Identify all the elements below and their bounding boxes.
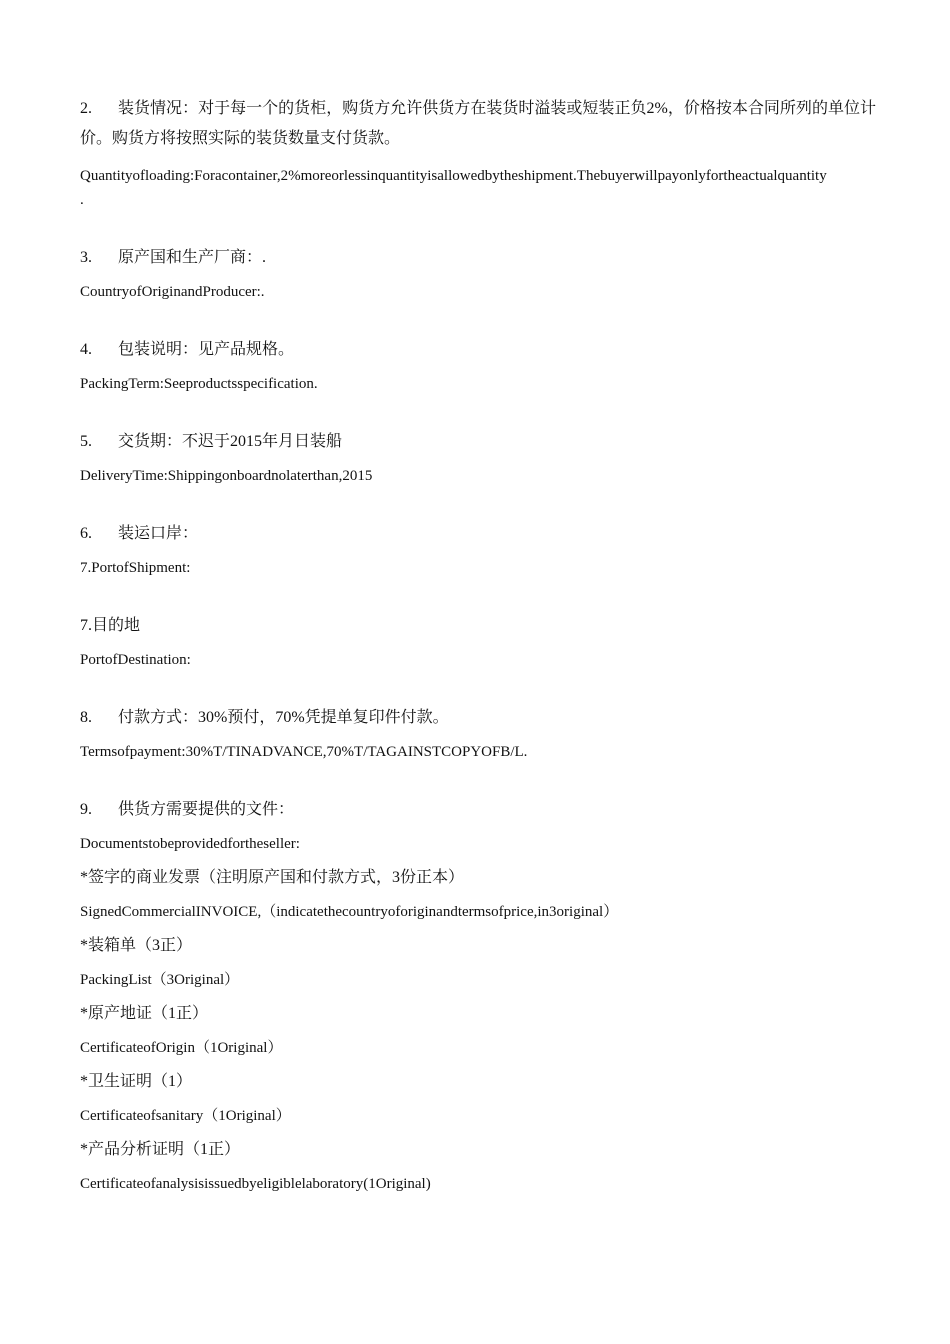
- clause-number: 8.: [80, 709, 92, 726]
- clause-4-zh: 4. 包装说明：见产品规格。: [80, 338, 876, 362]
- clause-7-en: PortofDestination:: [80, 652, 191, 668]
- clause-3-en: CountryofOriginandProducer:.: [80, 284, 265, 300]
- clause-5-zh: 5. 交货期：不迟于2015年月日装船: [80, 430, 876, 454]
- clause-2-en: Quantityofloading:Foracontainer,2%moreorlessinquantityisallowedbytheshipment.Thebuyerwillpayonlyfortheactualquantity: [80, 168, 827, 184]
- clause-6-en: 7.PortofShipment:: [80, 560, 191, 576]
- clause-8-zh: 8. 付款方式：30%预付，70%凭提单复印件付款。: [80, 706, 876, 730]
- doc-packing-list-zh: *装箱单（3正）: [80, 937, 193, 954]
- doc-origin-en: CertificateofOrigin（1Original）: [80, 1040, 283, 1056]
- clause-number: 2.: [80, 100, 92, 117]
- clause-2-en-tail: .: [80, 192, 84, 208]
- doc-origin-zh: *原产地证（1正）: [80, 1005, 209, 1022]
- clause-number: 4.: [80, 341, 92, 358]
- clause-6-zh: 6. 装运口岸：: [80, 522, 876, 546]
- clause-3-zh: 3. 原产国和生产厂商：.: [80, 246, 876, 270]
- clause-5-en: DeliveryTime:Shippingonboardnolaterthan,2015: [80, 468, 373, 484]
- clause-9-en: Documentstobeprovidedfortheseller:: [80, 836, 300, 852]
- clause-8-en: Termsofpayment:30%T/TINADVANCE,70%T/TAGAINSTCOPYOFB/L.: [80, 744, 528, 760]
- doc-invoice-zh: *签字的商业发票（注明原产国和付款方式，3份正本）: [80, 869, 465, 886]
- doc-analysis-en: Certificateofanalysisissuedbyeligiblelaboratory(1Original): [80, 1176, 431, 1192]
- doc-sanitary-zh: *卫生证明（1）: [80, 1073, 193, 1090]
- doc-invoice-en: SignedCommercialINVOICE,（indicatethecountryoforiginandtermsofprice,in3original）: [80, 904, 619, 920]
- doc-packing-list-en: PackingList（3Original）: [80, 972, 240, 988]
- clause-9-zh: 9. 供货方需要提供的文件：: [80, 798, 876, 822]
- doc-analysis-zh: *产品分析证明（1正）: [80, 1141, 241, 1158]
- clause-number: 5.: [80, 433, 92, 450]
- clause-number: 9.: [80, 801, 92, 818]
- clause-7-zh: 7.目的地: [80, 617, 141, 634]
- contract-page: [80, 94, 876, 1196]
- clause-number: 3.: [80, 249, 92, 266]
- doc-sanitary-en: Certificateofsanitary（1Original）: [80, 1108, 291, 1124]
- clause-4-en: PackingTerm:Seeproductsspecification.: [80, 376, 318, 392]
- clause-2-zh: 2. 装货情况：对于每一个的货柜，购货方允许供货方在装货时溢装或短装正负2%，价格按本合同所列的单位计价。购货方将按照实际的装货数量支付货款。: [80, 94, 876, 154]
- clause-number: 6.: [80, 525, 92, 542]
